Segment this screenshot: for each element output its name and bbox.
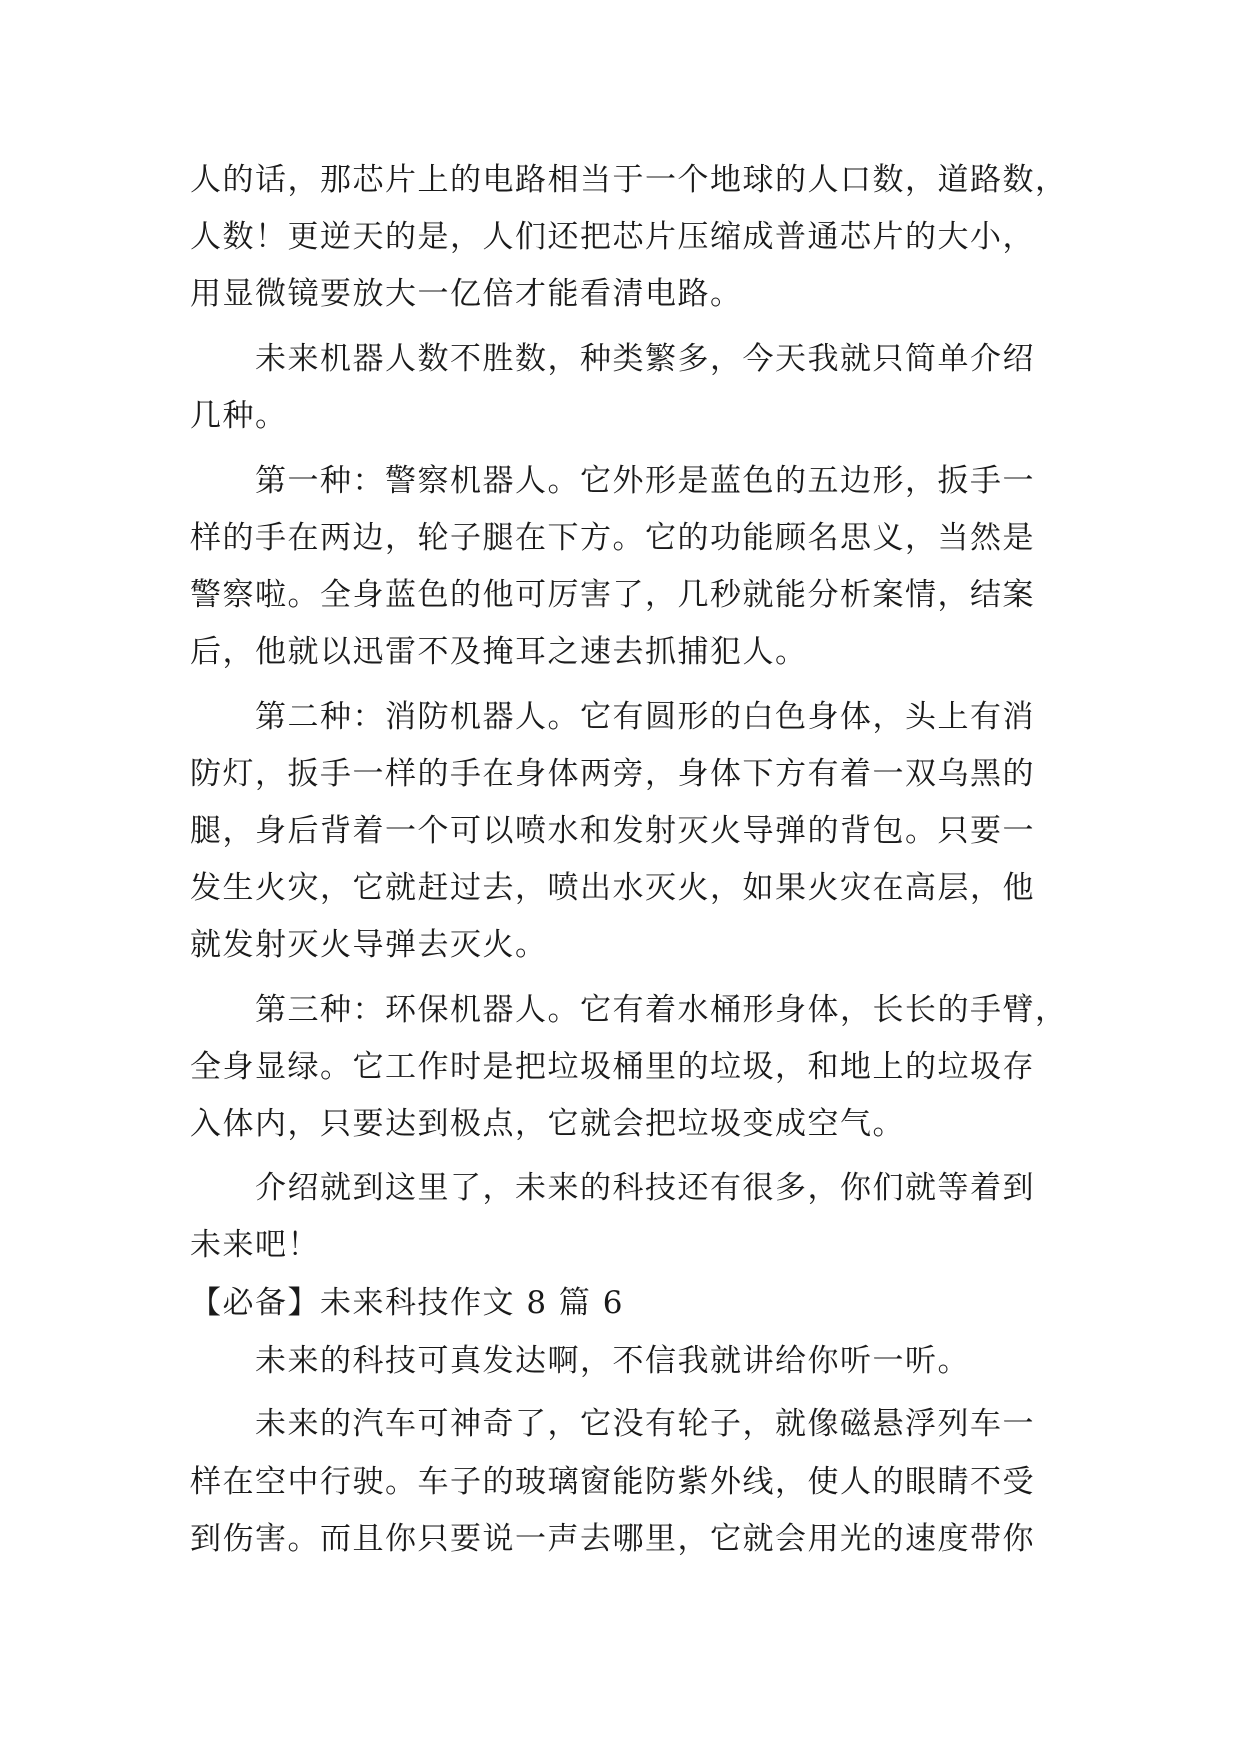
text-line: 未来吧！ xyxy=(190,1227,320,1263)
text-line: 到伤害。而且你只要说一声去哪里，它就会用光的速度带你 xyxy=(190,1521,1035,1557)
text-line: 发生火灾，它就赶过去，喷出水灭火，如果火灾在高层，他 xyxy=(190,870,1035,906)
text-line: 样在空中行驶。车子的玻璃窗能防紫外线，使人的眼睛不受 xyxy=(190,1464,1035,1500)
text-line: 人的话，那芯片上的电路相当于一个地球的人口数，道路数， xyxy=(190,162,1068,198)
paragraph-first-line: 未来机器人数不胜数，种类繁多，今天我就只简单介绍 xyxy=(255,341,1035,377)
section-heading: 【必备】未来科技作文 8 篇 6 xyxy=(190,1285,625,1321)
paragraph-first-line: 未来的汽车可神奇了，它没有轮子，就像磁悬浮列车一 xyxy=(255,1406,1035,1442)
text-line: 腿，身后背着一个可以喷水和发射灭火导弹的背包。只要一 xyxy=(190,813,1035,849)
text-line: 样的手在两边，轮子腿在下方。它的功能顾名思义，当然是 xyxy=(190,520,1035,556)
paragraph-first-line: 第一种：警察机器人。它外形是蓝色的五边形，扳手一 xyxy=(255,463,1035,499)
paragraph-first-line: 第二种：消防机器人。它有圆形的白色身体，头上有消 xyxy=(255,699,1035,735)
text-line: 几种。 xyxy=(190,398,288,434)
text-line: 防灯，扳手一样的手在身体两旁，身体下方有着一双乌黑的 xyxy=(190,756,1035,792)
text-line: 就发射灭火导弹去灭火。 xyxy=(190,927,548,963)
text-line: 全身显绿。它工作时是把垃圾桶里的垃圾，和地上的垃圾存 xyxy=(190,1049,1035,1085)
text-line: 警察啦。全身蓝色的他可厉害了，几秒就能分析案情，结案 xyxy=(190,577,1035,613)
text-line: 后，他就以迅雷不及掩耳之速去抓捕犯人。 xyxy=(190,634,808,670)
text-line: 人数！更逆天的是，人们还把芯片压缩成普通芯片的大小， xyxy=(190,219,1035,255)
text-line: 入体内，只要达到极点，它就会把垃圾变成空气。 xyxy=(190,1106,905,1142)
paragraph-first-line: 介绍就到这里了，未来的科技还有很多，你们就等着到 xyxy=(255,1170,1035,1206)
text-line: 用显微镜要放大一亿倍才能看清电路。 xyxy=(190,276,743,312)
paragraph-first-line: 未来的科技可真发达啊，不信我就讲给你听一听。 xyxy=(255,1343,970,1379)
paragraph-first-line: 第三种：环保机器人。它有着水桶形身体，长长的手臂， xyxy=(255,992,1068,1028)
